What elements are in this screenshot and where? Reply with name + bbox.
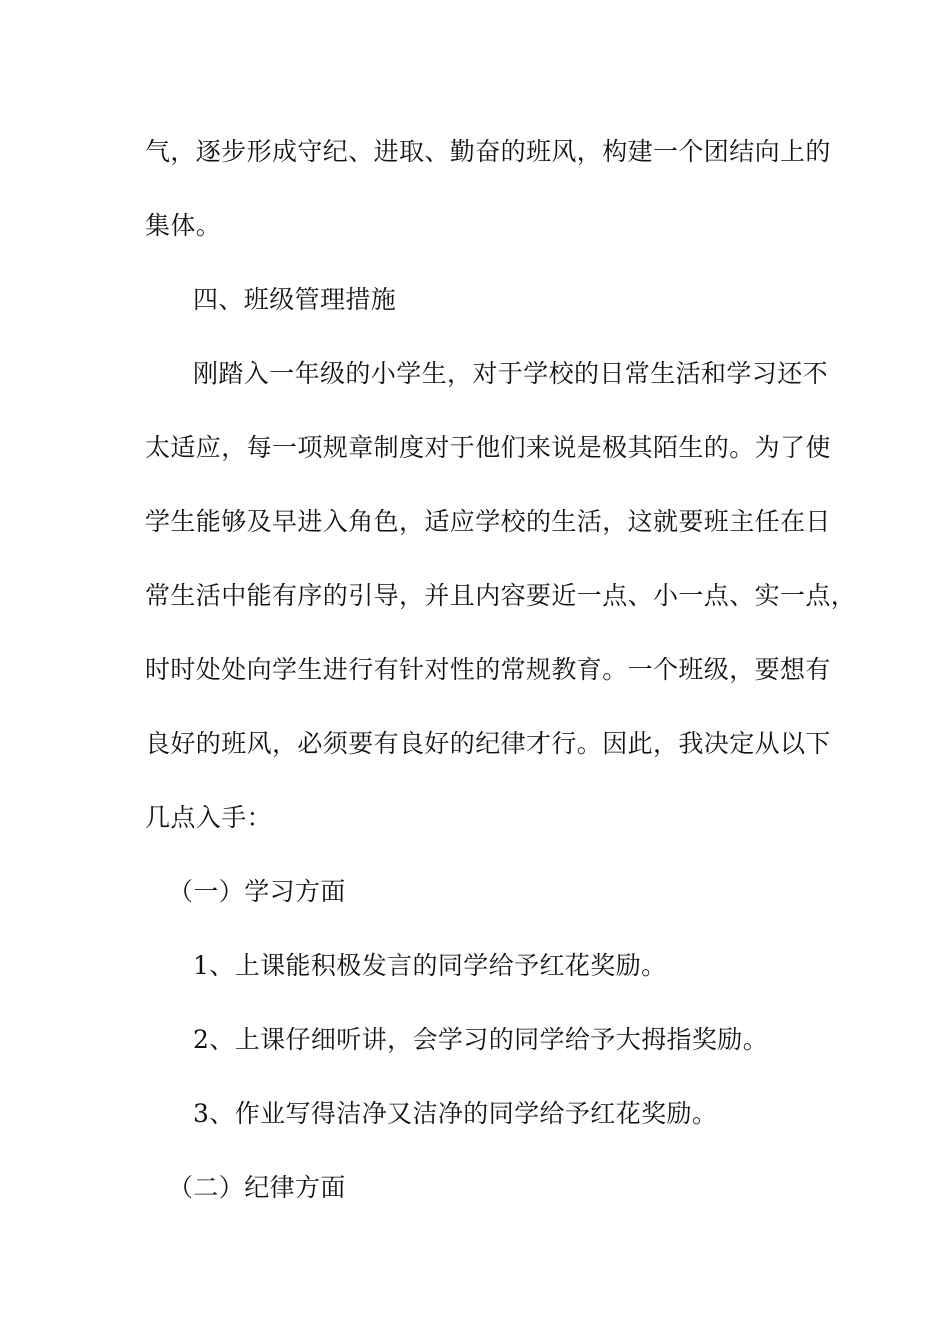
paragraph-line: 几点入手：	[145, 803, 273, 832]
paragraph-line: 刚踏入一年级的小学生，对于学校的日常生活和学习还不	[193, 359, 829, 388]
section-heading: 四、班级管理措施	[193, 285, 397, 314]
list-item: 1、上课能积极发言的同学给予红花奖励。	[193, 951, 667, 980]
subsection-heading: （一）学习方面	[168, 877, 346, 906]
list-item: 2、上课仔细听讲，会学习的同学给予大拇指奖励。	[193, 1025, 769, 1054]
paragraph-line: 集体。	[145, 211, 222, 240]
paragraph-line: 太适应，每一项规章制度对于他们来说是极其陌生的。为了使	[145, 433, 831, 462]
paragraph-line: 时时处处向学生进行有针对性的常规教育。一个班级，要想有	[145, 655, 831, 684]
paragraph-line: 良好的班风，必须要有良好的纪律才行。因此，我决定从以下	[145, 729, 831, 758]
list-item: 3、作业写得洁净又洁净的同学给予红花奖励。	[193, 1099, 718, 1128]
subsection-heading: （二）纪律方面	[168, 1173, 346, 1202]
paragraph-line: 学生能够及早进入角色，适应学校的生活，这就要班主任在日	[145, 507, 831, 536]
paragraph-line: 常生活中能有序的引导，并且内容要近一点、小一点、实一点，	[145, 581, 857, 610]
paragraph-line: 气，逐步形成守纪、进取、勤奋的班风，构建一个团结向上的	[145, 137, 831, 166]
